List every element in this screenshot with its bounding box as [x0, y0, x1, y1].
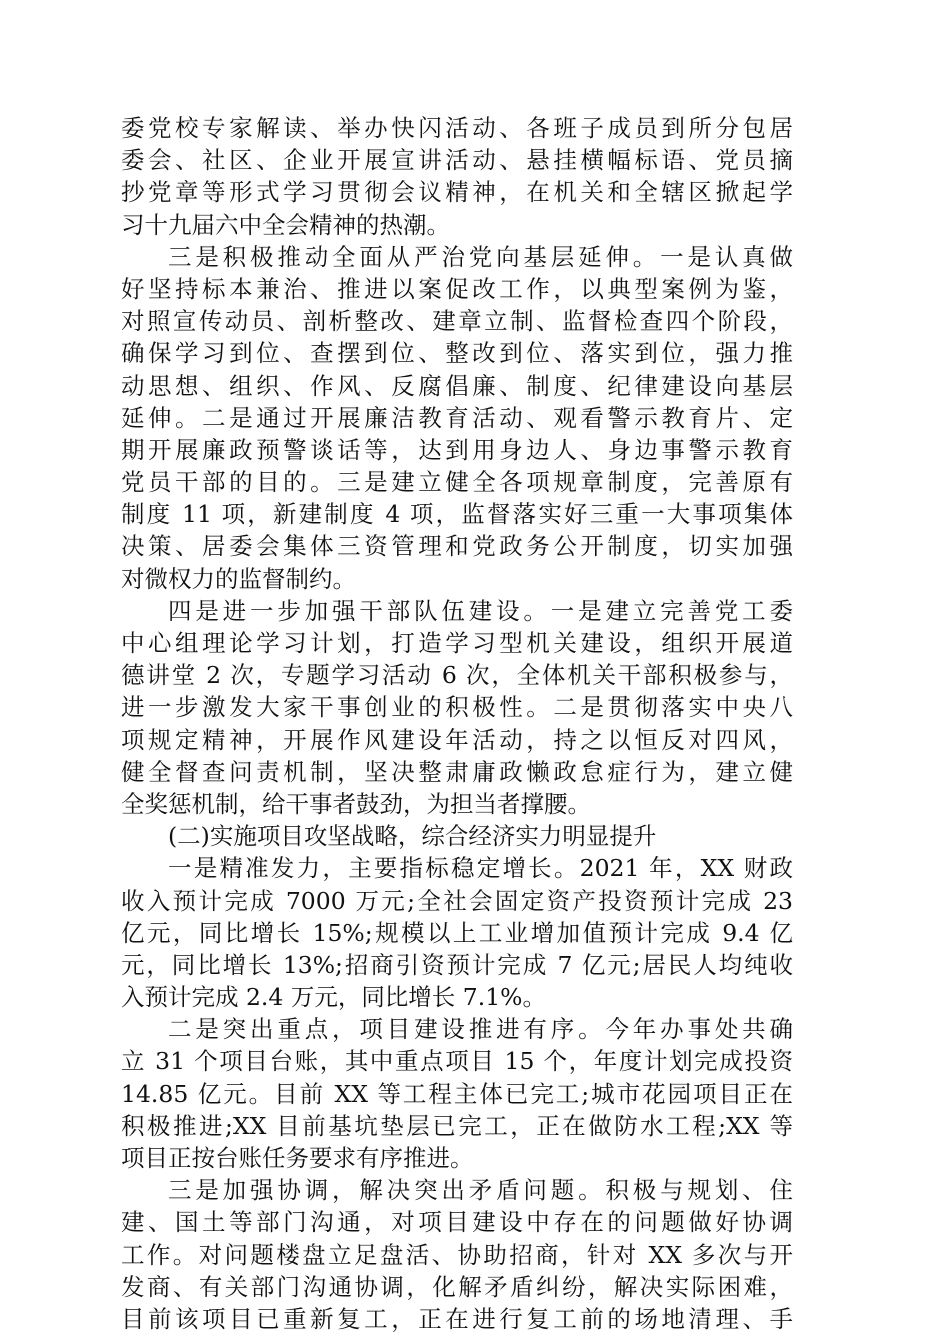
text-line: 抄党章等形式学习贯彻会议精神，在机关和全辖区掀起学 [121, 178, 793, 207]
document-body [121, 112, 793, 1335]
text-line: 入预计完成 2.4 万元，同比增长 7.1%。 [121, 983, 546, 1012]
text-line: 元，同比增长 13%;招商引资预计完成 7 亿元;居民人均纯收 [121, 950, 793, 979]
text-line: 党员干部的目的。三是建立健全各项规章制度，完善原有 [121, 468, 793, 497]
text-line: 德讲堂 2 次，专题学习活动 6 次，全体机关干部积极参与， [121, 661, 793, 690]
text-line: 收入预计完成 7000 万元;全社会固定资产投资预计完成 23 [121, 886, 793, 915]
text-line: 二是突出重点，项目建设推进有序。今年办事处共确 [168, 1015, 793, 1044]
text-line: 三是积极推动全面从严治党向基层延伸。一是认真做 [168, 242, 793, 271]
text-line: 延伸。二是通过开展廉洁教育活动、观看警示教育片、定 [121, 403, 793, 432]
text-line: 中心组理论学习计划，打造学习型机关建设，组织开展道 [121, 629, 793, 657]
text-line: 全奖惩机制，给干事者鼓劲，为担当者撑腰。 [121, 789, 591, 818]
text-line: 立 31 个项目台账，其中重点项目 15 个，年度计划完成投资 [121, 1047, 793, 1076]
text-line: 委党校专家解读、举办快闪活动、各班子成员到所分包居 [121, 114, 793, 142]
text-line: 目前该项目已重新复工，正在进行复工前的场地清理、手 [121, 1304, 793, 1333]
text-line: 积极推进;XX 目前基坑垫层已完工，正在做防水工程;XX 等 [121, 1111, 793, 1140]
text-line: 进一步激发大家干事创业的积极性。二是贯彻落实中央八 [121, 693, 793, 722]
text-line: 动思想、组织、作风、反腐倡廉、制度、纪律建设向基层 [121, 371, 793, 400]
text-line: 确保学习到位、查摆到位、整改到位、落实到位，强力推 [121, 339, 793, 368]
text-line: 对微权力的监督制约。 [121, 564, 356, 593]
text-line: 委会、社区、企业开展宣讲活动、悬挂横幅标语、党员摘 [121, 146, 793, 175]
text-line: 好坚持标本兼治、推进以案促改工作，以典型案例为鉴， [121, 274, 793, 303]
text-line: 发商、有关部门沟通协调，化解矛盾纠纷，解决实际困难， [121, 1272, 793, 1301]
text-line: 四是进一步加强干部队伍建设。一是建立完善党工委 [168, 596, 793, 625]
text-line: 习十九届六中全会精神的热潮。 [121, 210, 450, 239]
text-line: 14.85 亿元。目前 XX 等工程主体已完工;城市花园项目正在 [121, 1079, 793, 1108]
text-line: 项目正按台账任务要求有序推进。 [121, 1144, 474, 1172]
text-line: 三是加强协调，解决突出矛盾问题。积极与规划、住 [168, 1176, 793, 1205]
text-line: 期开展廉政预警谈话等，达到用身边人、身边事警示教育 [121, 435, 793, 464]
text-line: 建、国土等部门沟通，对项目建设中存在的问题做好协调 [121, 1208, 793, 1237]
text-line: 项规定精神，开展作风建设年活动，持之以恒反对四风， [121, 725, 793, 754]
text-line: 一是精准发力，主要指标稳定增长。2021 年，XX 财政 [168, 854, 793, 883]
text-line: 健全督查问责机制，坚决整肃庸政懒政怠症行为，建立健 [121, 757, 793, 786]
text-line: 制度 11 项，新建制度 4 项，监督落实好三重一大事项集体 [121, 500, 793, 529]
text-line: 对照宣传动员、剖析整改、建章立制、监督检查四个阶段， [121, 307, 793, 336]
text-line: 决策、居委会集体三资管理和党政务公开制度，切实加强 [121, 532, 793, 561]
text-line: (二)实施项目攻坚战略，综合经济实力明显提升 [168, 822, 657, 851]
text-line: 亿元，同比增长 15%;规模以上工业增加值预计完成 9.4 亿 [121, 918, 793, 947]
text-line: 工作。对问题楼盘立足盘活、协助招商，针对 XX 多次与开 [121, 1240, 793, 1269]
